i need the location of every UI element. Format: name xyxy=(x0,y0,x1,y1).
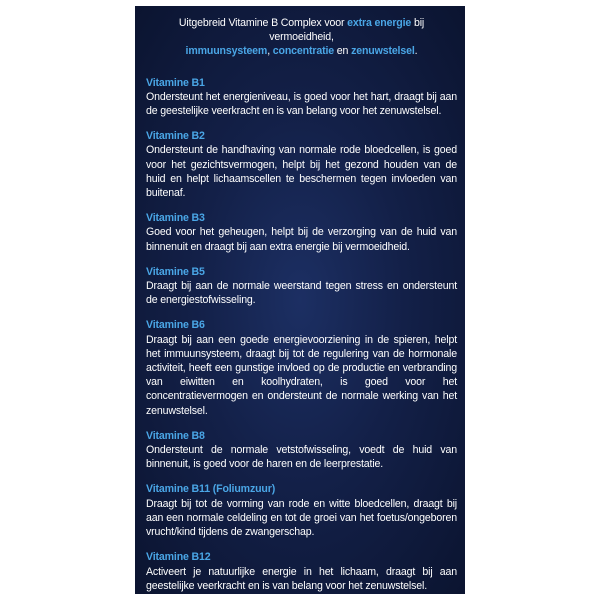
section-body: Draagt bij aan de normale weerstand tegen stress en ondersteunt de energiestofwisseling. xyxy=(146,280,457,307)
section-body: Draagt bij tot de vorming van rode en witte bloedcellen, draagt bij aan een normale celdeling en tot de groei van het foetus/ongeboren vrucht/kind tijdens de zwangerschap. xyxy=(146,497,457,539)
section-heading: Vitamine B3 xyxy=(146,212,205,225)
vitamin-info-panel xyxy=(135,6,465,594)
section-vitamine-b1 xyxy=(146,76,457,119)
section-body: Ondersteunt de normale vetstofwisseling, voedt de huid van binnenuit, is goed voor de haren en de leerprestatie. xyxy=(146,444,457,471)
section-body: Draagt bij aan een goede energievoorziening in de spieren, helpt het immuunsysteem, draagt bij tot de regulering van de hormonale activiteit, heeft een gunstige invloed op de productie en verbranding van eiwitten en koolhydraten, is goed voor het concentratievermogen en ondersteunt de normale werking van het zenuwstelsel. xyxy=(146,333,457,417)
section-heading: Vitamine B11 (Foliumzuur) xyxy=(146,483,276,496)
highlight-zenuwstelsel: zenuwstelsel xyxy=(351,45,415,58)
highlight-concentratie: concentratie xyxy=(272,45,334,58)
intro-text-part: bij vermoeidheid, xyxy=(269,17,425,44)
section-vitamine-b8 xyxy=(146,429,457,472)
section-body: Activeert je natuurlijke energie in het lichaam, draagt bij aan geestelijke veerkracht en is van belang voor het zenuwstelsel. xyxy=(146,565,457,592)
section-body: Ondersteunt de handhaving van normale rode bloedcellen, is goed voor het gezichtsvermogen, helpt bij het gezond houden van de huid en helpt lichaamscellen te beschermen tegen invloeden van buitenaf. xyxy=(146,144,457,200)
section-vitamine-b5 xyxy=(146,265,457,308)
highlight-immuunsysteem: immuunsysteem xyxy=(185,45,268,58)
section-body: Goed voor het geheugen, helpt bij de verzorging van de huid van binnenuit en draagt bij aan extra energie bij vermoeidheid. xyxy=(146,226,457,253)
section-heading: Vitamine B6 xyxy=(146,319,205,332)
section-heading: Vitamine B8 xyxy=(146,429,205,442)
intro-text-part: . xyxy=(414,45,418,58)
section-vitamine-b6 xyxy=(146,318,457,417)
section-heading: Vitamine B5 xyxy=(146,265,205,278)
intro-text-part: , xyxy=(267,45,273,58)
section-vitamine-b3 xyxy=(146,211,457,254)
section-heading: Vitamine B12 xyxy=(146,551,211,564)
section-body: Ondersteunt het energieniveau, is goed voor het hart, draagt bij aan de geestelijke veerkracht en is van belang voor het zenuwstelsel. xyxy=(146,90,457,118)
intro-text xyxy=(146,16,457,59)
section-heading: Vitamine B2 xyxy=(146,130,205,143)
intro-text-part: Uitgebreid Vitamine B Complex voor xyxy=(178,17,348,29)
highlight-extra-energie: extra energie xyxy=(347,17,412,29)
section-vitamine-b11 xyxy=(146,482,457,539)
section-heading: Vitamine B1 xyxy=(146,76,205,89)
section-vitamine-b12 xyxy=(146,550,457,593)
section-vitamine-b2 xyxy=(146,129,457,200)
intro-text-part: en xyxy=(334,45,352,58)
